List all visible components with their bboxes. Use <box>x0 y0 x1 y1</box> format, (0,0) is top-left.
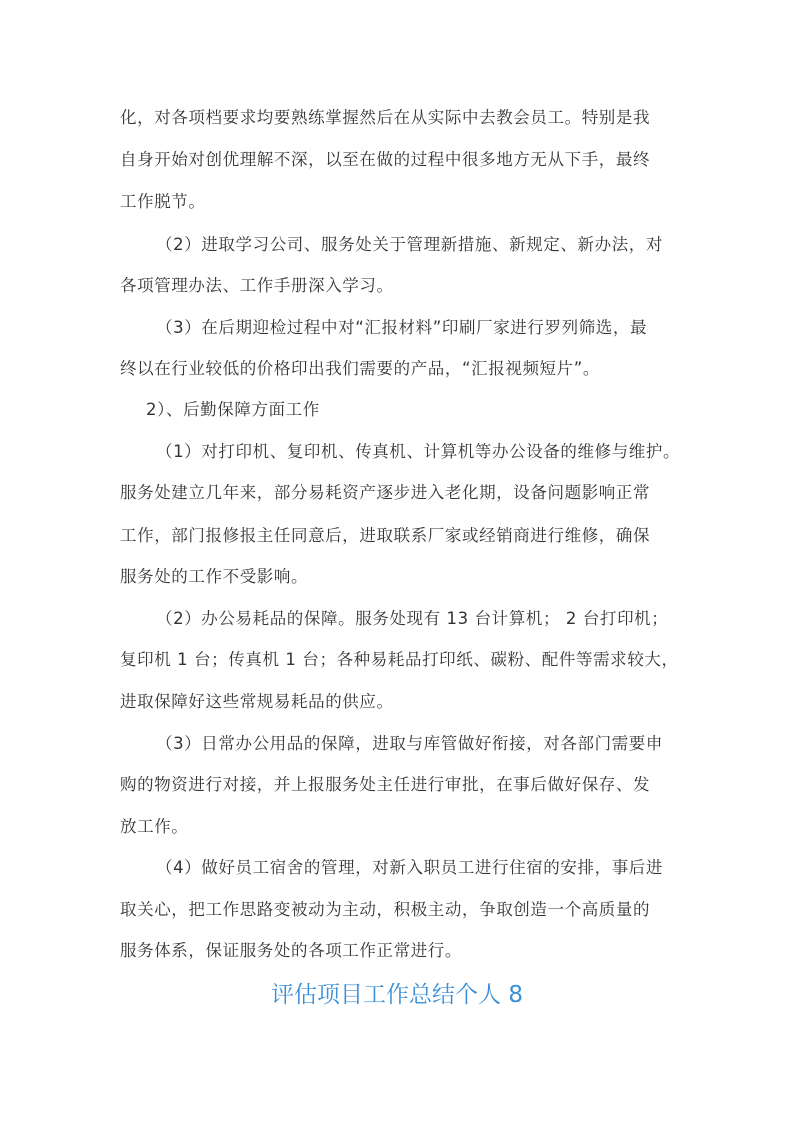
paragraph-line: 服务处建立几年来，部分易耗资产逐步进入老化期，设备问题影响正常 <box>120 483 651 502</box>
paragraph-line: 工作脱节。 <box>120 192 206 211</box>
paragraph-line: 服务处的工作不受影响。 <box>120 567 309 586</box>
document-heading: 评估项目工作总结个人 8 <box>271 982 523 1008</box>
paragraph-line: （1）对打印机、复印机、传真机、计算机等办公设备的维修与维护。 <box>156 442 681 461</box>
paragraph-line: 服务体系，保证服务处的各项工作正常进行。 <box>120 941 462 960</box>
paragraph-line: 放工作。 <box>120 817 189 836</box>
paragraph-line: （2）进取学习公司、服务处关于管理新措施、新规定、新办法，对 <box>156 235 663 254</box>
paragraph-line: 复印机 1 台；传真机 1 台；各种易耗品打印纸、碳粉、配件等需求较大， <box>120 650 679 669</box>
paragraph-line: 各项管理办法、工作手册深入学习。 <box>120 276 394 295</box>
paragraph-line: （3）日常办公用品的保障，进取与库管做好衔接，对各部门需要申 <box>156 734 663 753</box>
paragraph-line: 购的物资进行对接，并上报服务处主任进行审批，在事后做好保存、发 <box>120 775 651 794</box>
section-heading: 2）、后勤保障方面工作 <box>146 400 320 419</box>
paragraph-line: 取关心，把工作思路变被动为主动，积极主动，争取创造一个高质量的 <box>120 900 651 919</box>
paragraph-line: 自身开始对创优理解不深，以至在做的过程中很多地方无从下手，最终 <box>120 150 651 169</box>
paragraph-line: 终以在行业较低的价格印出我们需要的产品，“汇报视频短片”。 <box>120 359 600 378</box>
paragraph-line: 进取保障好这些常规易耗品的供应。 <box>120 692 394 711</box>
paragraph-line: 化，对各项档要求均要熟练掌握然后在从实际中去教会员工。特别是我 <box>120 108 651 127</box>
paragraph-line: 工作，部门报修报主任同意后，进取联系厂家或经销商进行维修，确保 <box>120 526 651 545</box>
paragraph-line: （4）做好员工宿舍的管理，对新入职员工进行住宿的安排，事后进 <box>156 858 663 877</box>
paragraph-line: （3）在后期迎检过程中对“汇报材料”印刷厂家进行罗列筛选，最 <box>156 318 648 337</box>
paragraph-line: （2）办公易耗品的保障。服务处现有 13 台计算机； 2 台打印机； <box>156 609 669 628</box>
